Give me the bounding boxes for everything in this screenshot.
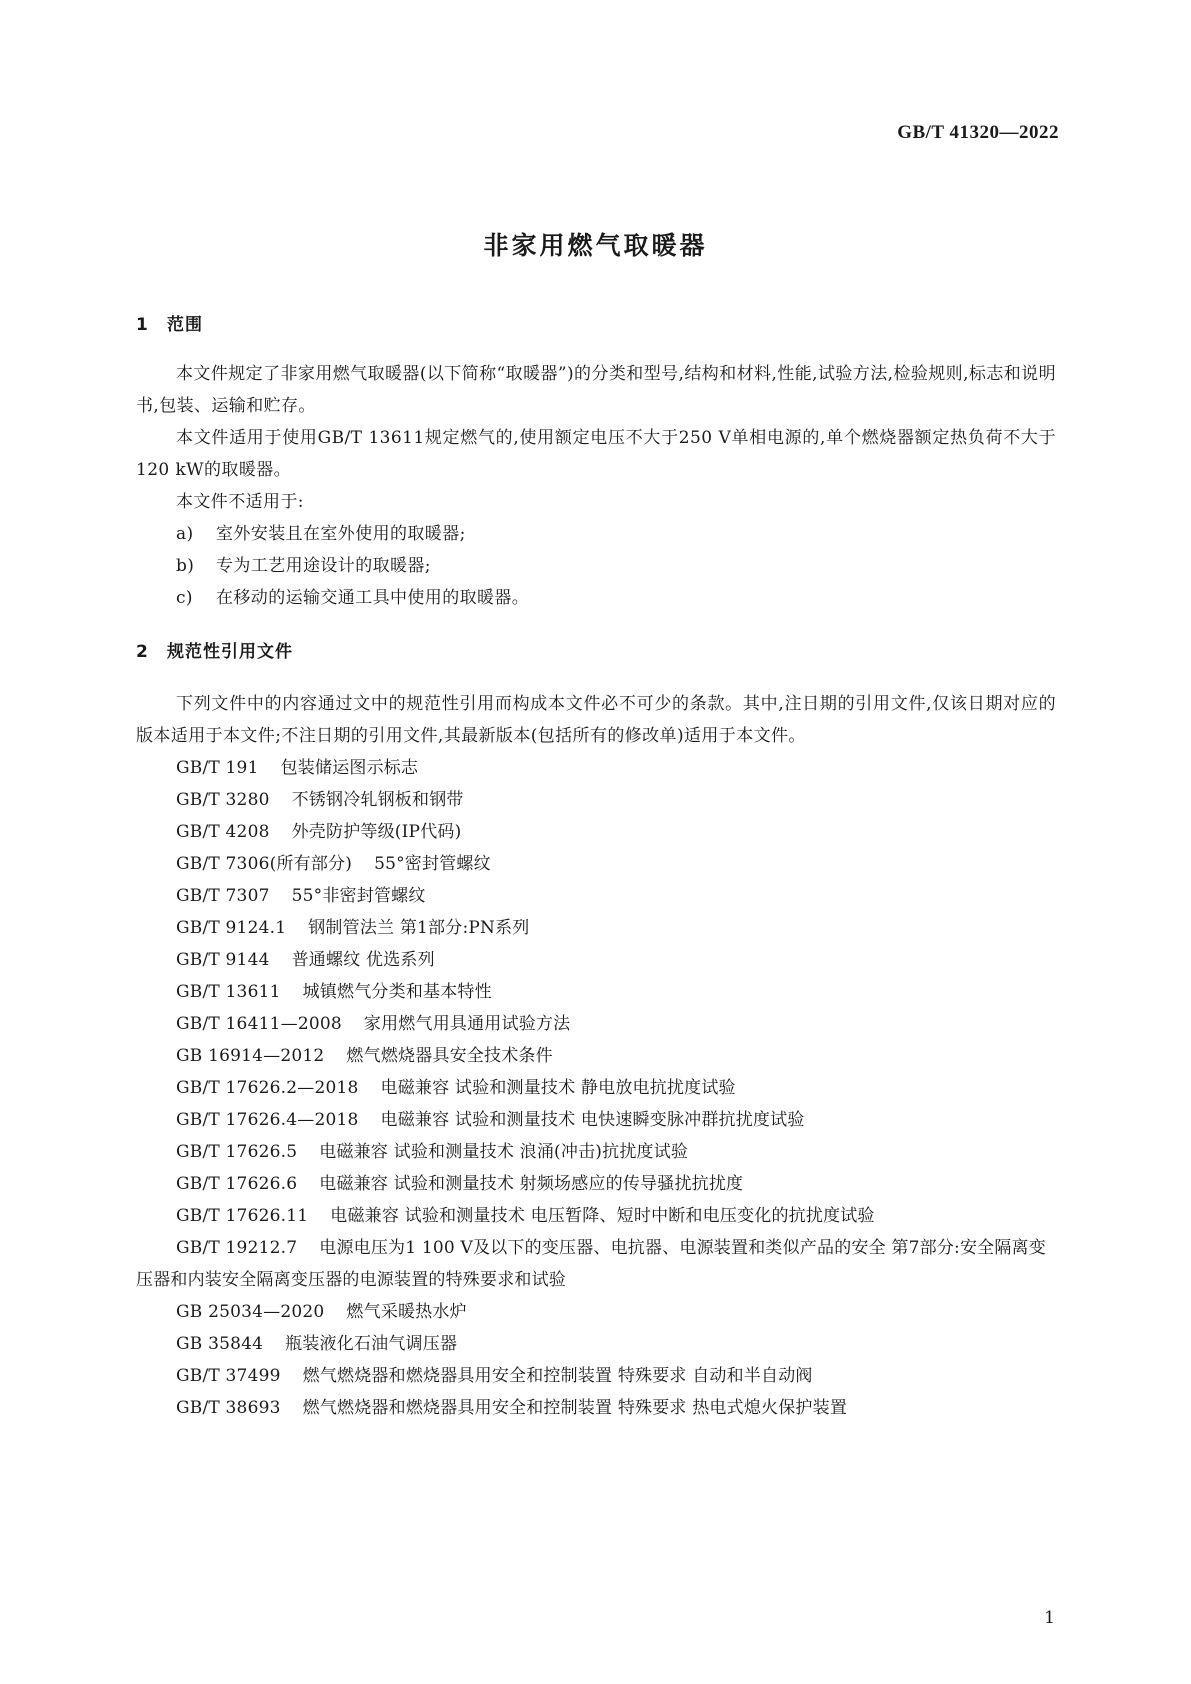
list-marker: a): [176, 524, 194, 544]
reference-title: 燃气燃烧器具安全技术条件: [346, 1046, 553, 1066]
exclusion-item: [136, 582, 1056, 614]
reference-title: 电磁兼容 试验和测量技术 浪涌(冲击)抗扰度试验: [319, 1142, 689, 1162]
reference-item: [136, 1040, 1056, 1072]
reference-code: GB/T 38693: [176, 1398, 281, 1418]
reference-code: GB/T 3280: [176, 790, 270, 810]
reference-item: [136, 1072, 1056, 1104]
reference-title: 电磁兼容 试验和测量技术 射频场感应的传导骚扰抗扰度: [319, 1174, 744, 1194]
reference-title: 电磁兼容 试验和测量技术 电快速瞬变脉冲群抗扰度试验: [380, 1110, 805, 1130]
list-text: 专为工艺用途设计的取暖器;: [216, 556, 431, 576]
exclusion-item: [136, 550, 1056, 582]
reference-title: 55°密封管螺纹: [374, 854, 491, 874]
reference-code: GB/T 37499: [176, 1366, 281, 1386]
reference-title: 电磁兼容 试验和测量技术 电压暂降、短时中断和电压变化的抗扰度试验: [330, 1206, 875, 1226]
exclusion-item: [136, 518, 1056, 550]
reference-code: GB/T 17626.5: [176, 1142, 298, 1162]
reference-code: GB/T 16411—2008: [176, 1014, 342, 1034]
reference-code: GB/T 19212.7: [176, 1238, 298, 1258]
reference-item: [136, 784, 1056, 816]
reference-code: GB/T 13611: [176, 982, 281, 1002]
reference-title: 包装储运图示标志: [280, 758, 419, 778]
reference-title: 燃气燃烧器和燃烧器具用安全和控制装置 特殊要求 热电式熄火保护装置: [302, 1398, 848, 1418]
document-title: 非家用燃气取暖器: [483, 231, 708, 260]
reference-item: [136, 752, 1056, 784]
reference-title: 家用燃气用具通用试验方法: [363, 1014, 571, 1034]
section-1-title: 范围: [167, 315, 203, 335]
reference-code: GB/T 4208: [176, 822, 270, 842]
reference-code: GB/T 9124.1: [176, 918, 287, 938]
references-intro: 下列文件中的内容通过文中的规范性引用而构成本文件必不可少的条款。其中,注日期的引用文件,仅该日期对应的版本适用于本文件;不注日期的引用文件,其最新版本(包括所有的修改单)适用于本文件。: [136, 694, 1056, 746]
reference-title: 燃气采暖热水炉: [346, 1302, 467, 1322]
reference-code: GB/T 17626.2—2018: [176, 1078, 359, 1098]
page-number: 1: [1044, 1608, 1055, 1628]
reference-item: [136, 1136, 1056, 1168]
reference-item: [136, 1360, 1056, 1392]
reference-item: [136, 912, 1056, 944]
reference-item: [136, 1392, 1056, 1424]
reference-title: 外壳防护等级(IP代码): [291, 822, 462, 842]
reference-item: [136, 976, 1056, 1008]
reference-code: GB/T 191: [176, 758, 259, 778]
scope-paragraph: 本文件不适用于:: [176, 492, 304, 512]
reference-item: [136, 944, 1056, 976]
section-2-number: 2: [136, 642, 149, 662]
reference-code: GB 35844: [176, 1334, 264, 1354]
reference-title: 普通螺纹 优选系列: [291, 950, 435, 970]
reference-code: GB/T 17626.6: [176, 1174, 298, 1194]
reference-code: GB/T 7307: [176, 886, 270, 906]
reference-code: GB/T 17626.4—2018: [176, 1110, 359, 1130]
section-2-heading: [136, 637, 293, 662]
reference-code: GB 25034—2020: [176, 1302, 325, 1322]
reference-title: 电磁兼容 试验和测量技术 静电放电抗扰度试验: [380, 1078, 736, 1098]
list-text: 在移动的运输交通工具中使用的取暖器。: [216, 588, 530, 608]
reference-title: 瓶装液化石油气调压器: [285, 1334, 458, 1354]
reference-title: 城镇燃气分类和基本特性: [302, 982, 492, 1002]
reference-item: [136, 1168, 1056, 1200]
reference-item: [136, 880, 1056, 912]
reference-item: [136, 1232, 1056, 1296]
reference-title: 钢制管法兰 第1部分:PN系列: [308, 918, 530, 938]
reference-item: [136, 816, 1056, 848]
list-marker: b): [176, 556, 195, 576]
scope-paragraph: 本文件适用于使用GB/T 13611规定燃气的,使用额定电压不大于250 V单相电源的,单个燃烧器额定热负荷不大于120 kW的取暖器。: [136, 428, 1056, 480]
reference-title: 不锈钢冷轧钢板和钢带: [291, 790, 464, 810]
section-1-body: [136, 358, 1056, 614]
reference-item: [136, 1328, 1056, 1360]
reference-code: GB/T 7306(所有部分): [176, 854, 353, 874]
section-2-body: [136, 688, 1056, 1424]
reference-item: [136, 848, 1056, 880]
list-marker: c): [176, 588, 193, 608]
reference-title: 燃气燃烧器和燃烧器具用安全和控制装置 特殊要求 自动和半自动阀: [302, 1366, 813, 1386]
reference-title: 55°非密封管螺纹: [291, 886, 426, 906]
reference-item: [136, 1104, 1056, 1136]
reference-item: [136, 1008, 1056, 1040]
reference-item: [136, 1200, 1056, 1232]
section-1-heading: [136, 310, 203, 335]
standard-code: GB/T 41320—2022: [897, 122, 1059, 143]
scope-paragraph: 本文件规定了非家用燃气取暖器(以下简称“取暖器”)的分类和型号,结构和材料,性能,试验方法,检验规则,标志和说明书,包装、运输和贮存。: [136, 364, 1056, 416]
list-text: 室外安装且在室外使用的取暖器;: [216, 524, 466, 544]
reference-item: [136, 1296, 1056, 1328]
reference-code: GB/T 17626.11: [176, 1206, 309, 1226]
reference-code: GB/T 9144: [176, 950, 270, 970]
section-1-number: 1: [136, 315, 149, 335]
section-2-title: 规范性引用文件: [167, 642, 293, 662]
reference-code: GB 16914—2012: [176, 1046, 325, 1066]
reference-title: 电源电压为1 100 V及以下的变压器、电抗器、电源装置和类似产品的安全 第7部分:安全隔离变压器和内装安全隔离变压器的电源装置的特殊要求和试验: [136, 1238, 1046, 1290]
